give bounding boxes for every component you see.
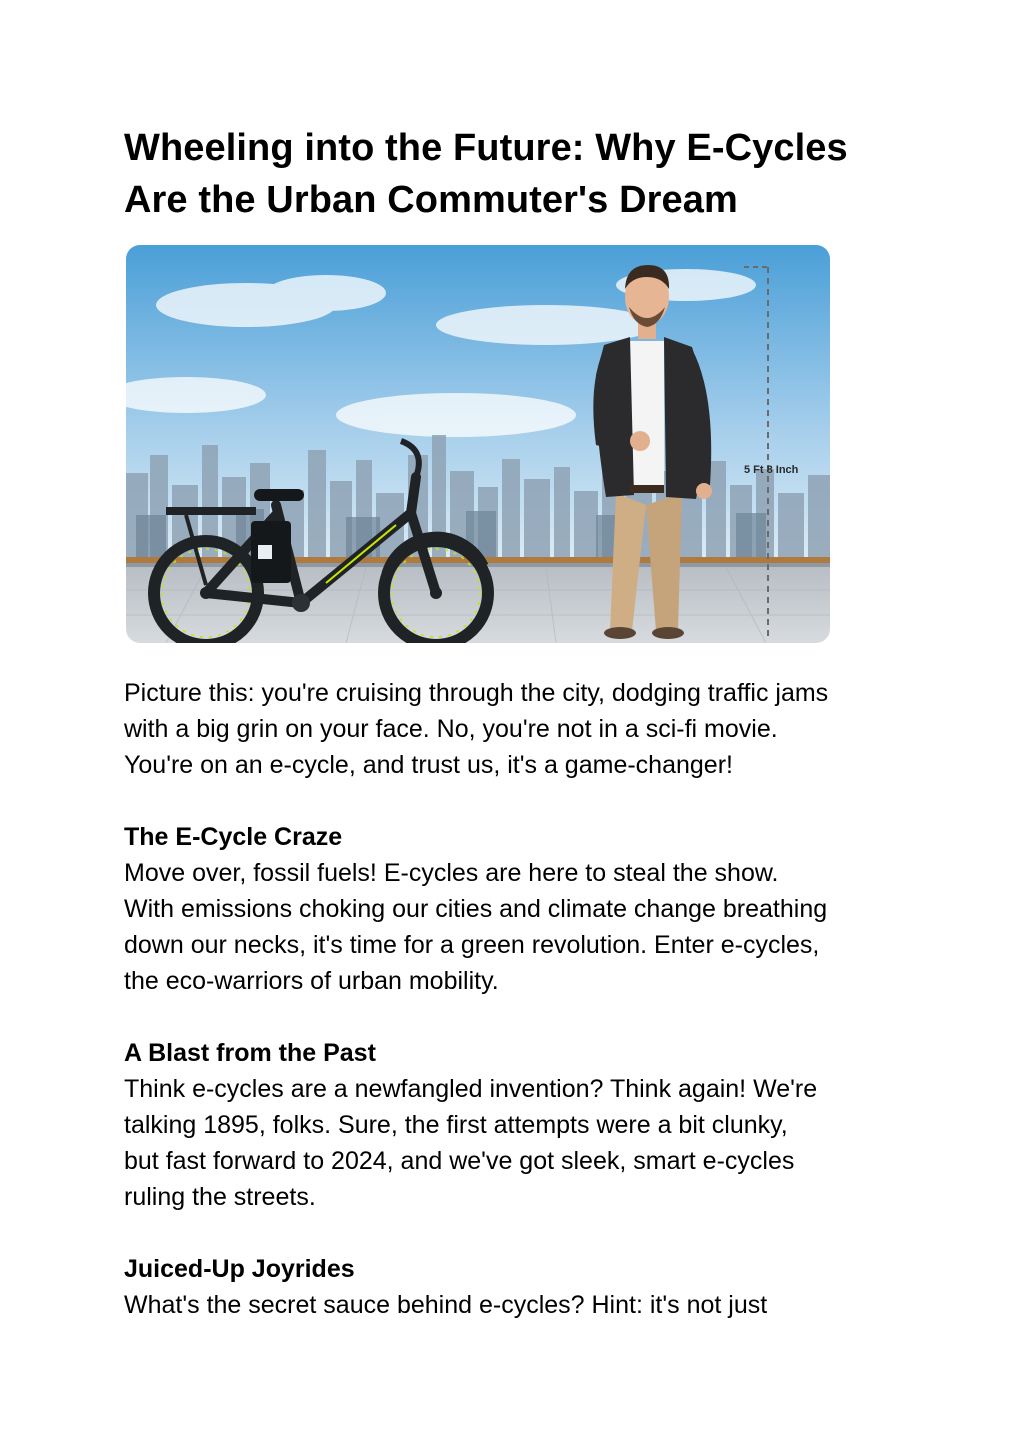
paragraph-line: down our necks, it's time for a green revolution. Enter e-cycles, xyxy=(124,931,820,959)
paragraph-line: talking 1895, folks. Sure, the first attempts were a bit clunky, xyxy=(124,1111,788,1139)
section-heading: The E-Cycle Craze xyxy=(124,823,343,851)
paragraph-line: Think e-cycles are a newfangled invention? Think again! We're xyxy=(124,1075,818,1103)
paragraph-line: Move over, fossil fuels! E-cycles are here to steal the show. xyxy=(124,859,779,887)
paragraph-line: the eco-warriors of urban mobility. xyxy=(124,967,499,995)
section-blast-from-past xyxy=(124,1035,914,1215)
paragraph-line: With emissions choking our cities and climate change breathing xyxy=(124,895,828,923)
article-title xyxy=(124,122,914,226)
paragraph-line: ruling the streets. xyxy=(124,1183,316,1211)
section-ecycle-craze xyxy=(124,819,914,999)
paragraph-line: but fast forward to 2024, and we've got sleek, smart e-cycles xyxy=(124,1147,795,1175)
hero-image xyxy=(126,245,830,643)
section-heading: Juiced-Up Joyrides xyxy=(124,1255,355,1283)
article-title-line-1: Wheeling into the Future: Why E-Cycles xyxy=(124,127,848,169)
paragraph-line: What's the secret sauce behind e-cycles? Hint: it's not just xyxy=(124,1291,768,1319)
paragraph-line: with a big grin on your face. No, you're not in a sci-fi movie. xyxy=(124,715,778,743)
height-label: 5 Ft 8 Inch xyxy=(744,464,799,476)
intro-paragraph xyxy=(124,675,914,783)
paragraph-line: Picture this: you're cruising through the city, dodging traffic jams xyxy=(124,679,829,707)
article-title-line-2: Are the Urban Commuter's Dream xyxy=(124,179,738,221)
paragraph-line: You're on an e-cycle, and trust us, it's a game-changer! xyxy=(124,751,733,779)
document-page xyxy=(124,122,914,1323)
section-heading: A Blast from the Past xyxy=(124,1039,376,1067)
section-juiced-up-joyrides xyxy=(124,1251,914,1323)
